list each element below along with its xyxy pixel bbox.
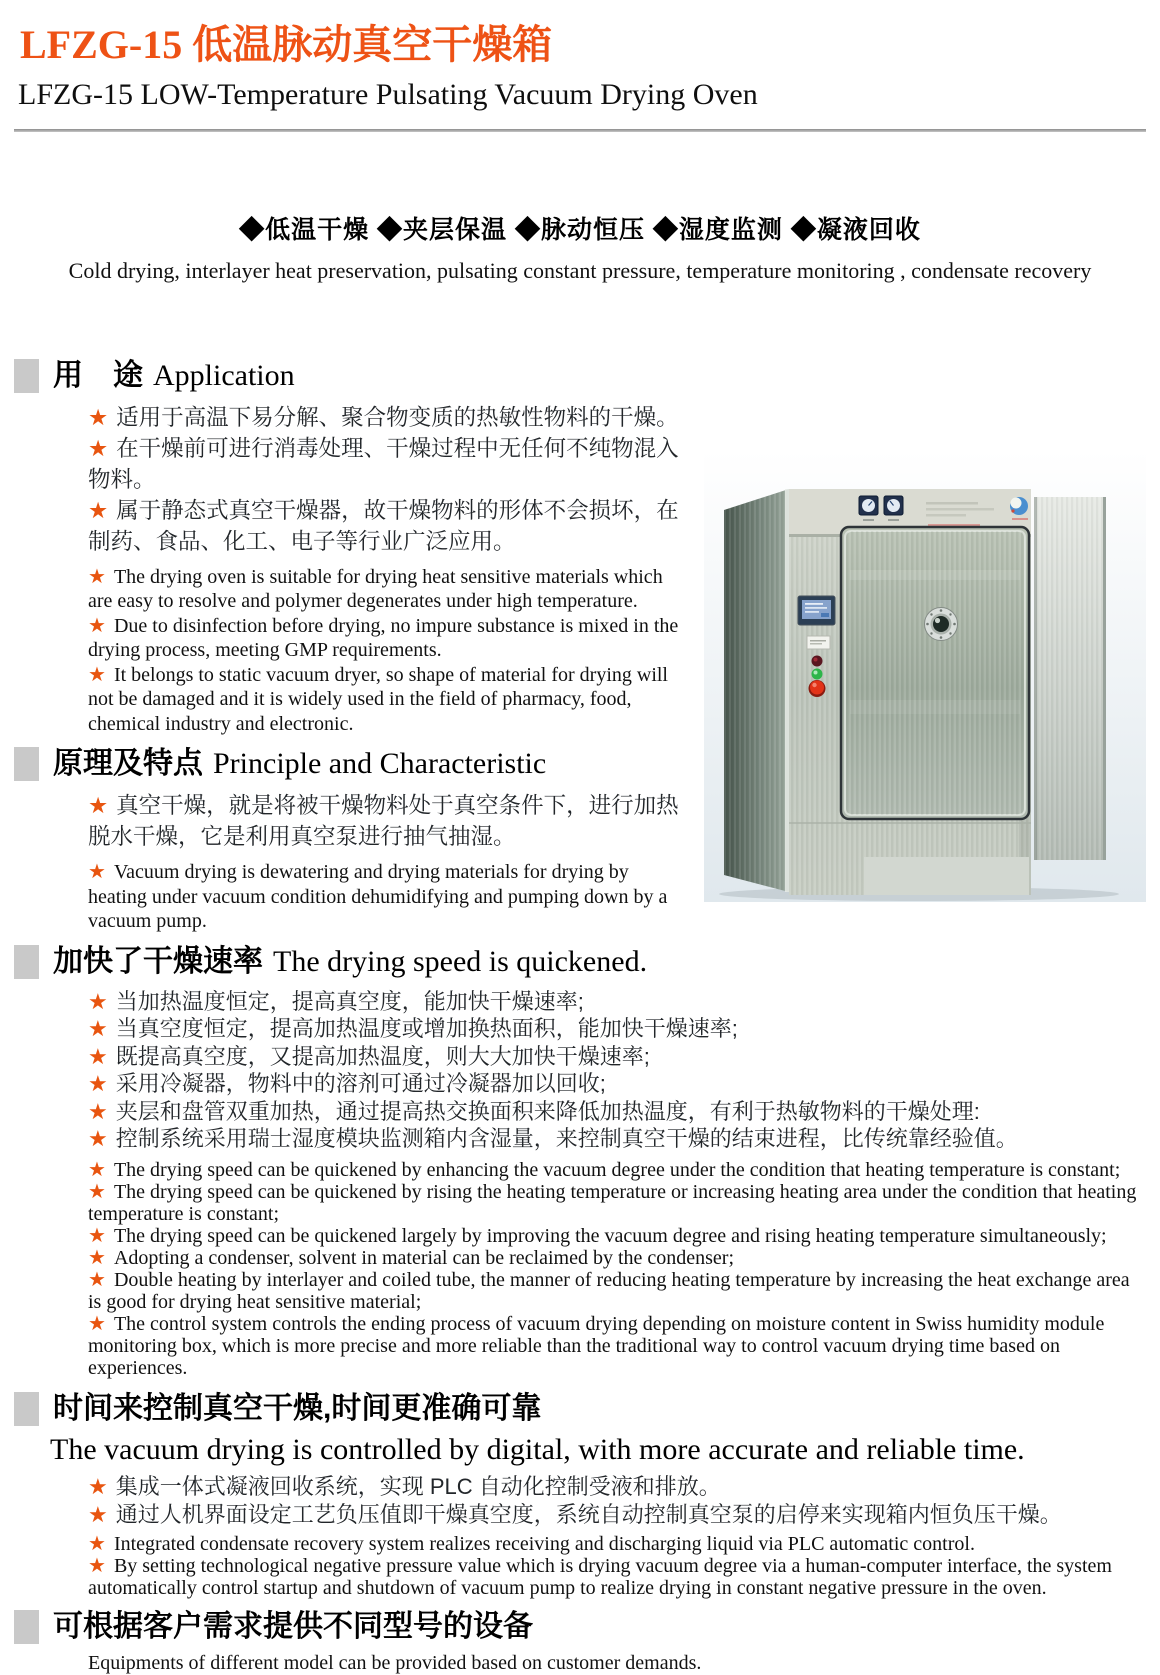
heading-en: The drying speed is quickened. bbox=[273, 944, 648, 978]
heading-square-marker bbox=[14, 1610, 39, 1644]
bullet-text: 控制系统采用瑞士湿度模块监测箱内含湿量，来控制真空干燥的结束进程，比传统靠经验值。 bbox=[115, 1126, 1018, 1151]
page-title: LFZG-15 低温脉动真空干燥箱 bbox=[20, 22, 553, 67]
label-sticker bbox=[807, 636, 830, 649]
section-heading bbox=[14, 944, 1146, 980]
star-icon: ★ bbox=[88, 663, 106, 686]
star-icon: ★ bbox=[88, 1043, 108, 1069]
star-icon: ★ bbox=[88, 861, 106, 883]
bullet-text: The drying speed can be quickened by enhancing the vacuum degree under the condition that heating temperature is constant; bbox=[113, 1158, 1121, 1181]
machine-photo bbox=[704, 450, 1146, 902]
star-icon: ★ bbox=[88, 497, 109, 523]
heading-en: Application bbox=[153, 358, 295, 392]
right-side-panel bbox=[1034, 497, 1106, 860]
star-icon: ★ bbox=[88, 565, 106, 588]
emergency-stop-button bbox=[809, 680, 826, 697]
bullet-text: The control system controls the ending process of vacuum drying depending on moisture content in Swiss humidity module monitoring box, which is more precise and more reliable than the traditional way to control vacuum drying time based on experiences. bbox=[88, 1312, 1105, 1379]
star-icon: ★ bbox=[88, 614, 106, 637]
section-digital-control bbox=[14, 1391, 1146, 1599]
bullet-text: 在干燥前可进行消毒处理、干燥过程中无任何不纯物混入物料。 bbox=[88, 435, 679, 492]
indicator-light-red bbox=[812, 655, 823, 666]
bullet bbox=[88, 1043, 1146, 1071]
bullet-text: It belongs to static vacuum dryer, so shape of material for drying will not be damaged and it is widely used in the field of pharmacy, food, chemical industry and electronic. bbox=[88, 663, 668, 735]
bullet-text: Adopting a condenser, solvent in material can be reclaimed by the condenser; bbox=[113, 1246, 735, 1269]
feature-tags-cn: ◆低温干燥 ◆夹层保温 ◆脉动恒压 ◆湿度监测 ◆凝液回收 bbox=[239, 215, 921, 244]
bullet-text: Vacuum drying is dewatering and drying materials for drying by heating under vacuum condition dehumidifying and pumping down by a vacuum pump. bbox=[88, 861, 668, 932]
star-icon: ★ bbox=[88, 1246, 106, 1269]
bullet bbox=[88, 1247, 1146, 1269]
bullet-text: 属于静态式真空干燥器，故干燥物料的形体不会损坏，在制药、食品、化工、电子等行业广泛应用。 bbox=[88, 497, 679, 554]
bullet-text: The drying speed can be quickened largely by improving the vacuum degree and rising heating temperature simultaneously; bbox=[113, 1224, 1107, 1247]
star-icon: ★ bbox=[88, 1180, 106, 1203]
section-heading bbox=[14, 1391, 1146, 1427]
bullet bbox=[88, 1269, 1146, 1313]
models-text-en: Equipments of different model can be provided based on customer demands. bbox=[88, 1651, 702, 1674]
bullet bbox=[88, 1501, 1146, 1529]
heading-square-marker bbox=[14, 1392, 39, 1426]
section-models bbox=[14, 1609, 1146, 1675]
bullet-list-cn bbox=[14, 1473, 1146, 1529]
control-screen bbox=[798, 596, 835, 625]
porthole-window bbox=[925, 607, 958, 640]
star-icon: ★ bbox=[88, 435, 109, 461]
star-icon: ★ bbox=[88, 1473, 108, 1499]
bullet-text: 采用冷凝器，物料中的溶剂可通过冷凝器加以回收; bbox=[115, 1071, 606, 1096]
bullet bbox=[88, 1313, 1146, 1379]
bullet-text: 当真空度恒定，提高加热温度或增加换热面积，能加快干燥速率; bbox=[115, 1016, 738, 1041]
bullet-list-en bbox=[14, 1159, 1146, 1379]
bullet-text: 当加热温度恒定，提高真空度，能加快干燥速率; bbox=[115, 988, 584, 1014]
star-icon: ★ bbox=[88, 793, 109, 818]
indicator-light-green bbox=[812, 668, 823, 679]
bullet bbox=[88, 988, 1146, 1016]
section-drying-speed bbox=[14, 944, 1146, 1379]
section-heading bbox=[14, 358, 690, 394]
bullet bbox=[88, 1125, 1146, 1153]
feature-banner bbox=[14, 210, 1146, 284]
star-icon: ★ bbox=[88, 1126, 108, 1151]
star-icon: ★ bbox=[88, 1532, 106, 1555]
heading-subtitle-en: The vacuum drying is controlled by digital, with more accurate and reliable time. bbox=[50, 1432, 1025, 1466]
bullet bbox=[88, 1555, 1146, 1599]
star-icon: ★ bbox=[88, 1016, 108, 1041]
oven-door bbox=[841, 527, 1029, 819]
heading-cn: 加快了干燥速率 bbox=[53, 944, 263, 978]
bullet-text: 集成一体式凝液回收系统，实现 PLC 自动化控制受液和排放。 bbox=[115, 1473, 721, 1499]
bullet-text: By setting technological negative pressure value which is drying vacuum degree via a human-computer interface, the system automatically control startup and shutdown of vacuum pump to realize drying in constant negative pressure in the oven. bbox=[88, 1554, 1112, 1599]
bullet-text: The drying oven is suitable for drying heat sensitive materials which are easy to resolve and polymer degenerates under high temperature. bbox=[88, 565, 663, 612]
star-icon: ★ bbox=[88, 988, 108, 1014]
divider bbox=[14, 129, 1146, 132]
bullet bbox=[88, 1473, 1146, 1501]
bullet bbox=[88, 1159, 1146, 1181]
bullet-text: Double heating by interlayer and coiled tube, the manner of reducing heating temperature by increasing the heat exchange area is good for drying heat sensitive material; bbox=[88, 1268, 1130, 1313]
bullet bbox=[88, 1225, 1146, 1247]
bullet-text: 真空干燥，就是将被干燥物料处于真空条件下，进行加热脱水干燥，它是利用真空泵进行抽气抽湿。 bbox=[88, 793, 679, 849]
section-heading bbox=[14, 746, 690, 782]
bullet-text: 既提高真空度，又提高加热温度，则大大加快干燥速率; bbox=[115, 1043, 650, 1069]
star-icon: ★ bbox=[88, 1158, 106, 1181]
heading-cn: 时间来控制真空干燥,时间更准确可靠 bbox=[53, 1391, 542, 1425]
heading-cn: 可根据客户需求提供不同型号的设备 bbox=[53, 1609, 533, 1643]
star-icon: ★ bbox=[88, 1098, 108, 1124]
drying-oven-illustration bbox=[704, 450, 1146, 902]
page-subtitle: LFZG-15 LOW-Temperature Pulsating Vacuum Drying Oven bbox=[18, 78, 758, 111]
star-icon: ★ bbox=[88, 1071, 108, 1096]
bullet bbox=[88, 1533, 1146, 1555]
bullet-text: Integrated condensate recovery system realizes receiving and discharging liquid via PLC automatic control. bbox=[113, 1532, 975, 1555]
left-side-panel bbox=[724, 489, 792, 892]
star-icon: ★ bbox=[88, 1224, 106, 1247]
bullet bbox=[88, 1098, 1146, 1126]
heading-cn: 原理及特点 bbox=[53, 747, 203, 780]
heading-square-marker bbox=[14, 945, 39, 979]
section-heading bbox=[14, 1609, 1146, 1645]
heading-square-marker bbox=[14, 747, 39, 781]
bullet-text: The drying speed can be quickened by rising the heating temperature or increasing heating area under the condition that heating temperature is constant; bbox=[88, 1180, 1137, 1225]
bullet bbox=[88, 402, 1146, 433]
heading-cn: 用 途 bbox=[53, 358, 143, 392]
bullet-text: 夹层和盘管双重加热，通过提高热交换面积来降低加热温度，有利于热敏物料的干燥处理: bbox=[115, 1098, 980, 1124]
heading-en: Principle and Characteristic bbox=[213, 747, 547, 780]
feature-tags-en: Cold drying, interlayer heat preservation, pulsating constant pressure, temperature monitoring , condensate recovery bbox=[68, 257, 1092, 283]
star-icon: ★ bbox=[88, 404, 109, 430]
star-icon: ★ bbox=[88, 1554, 106, 1577]
bullet-list-cn bbox=[14, 988, 1146, 1153]
star-icon: ★ bbox=[88, 1268, 106, 1291]
star-icon: ★ bbox=[88, 1312, 106, 1335]
bullet bbox=[88, 1070, 1146, 1098]
heading-square-marker bbox=[14, 359, 39, 393]
bullet bbox=[88, 1181, 1146, 1225]
star-icon: ★ bbox=[88, 1501, 108, 1527]
bullet-text: Due to disinfection before drying, no impure substance is mixed in the drying process, meeting GMP requirements. bbox=[88, 614, 679, 661]
content bbox=[14, 358, 1146, 1675]
bullet bbox=[88, 1015, 1146, 1043]
bullet-text: 通过人机界面设定工艺负压值即干燥真空度，系统自动控制真空泵的启停来实现箱内恒负压干燥。 bbox=[115, 1501, 1062, 1527]
bullet-text: 适用于高温下易分解、聚合物变质的热敏性物料的干燥。 bbox=[116, 404, 679, 430]
